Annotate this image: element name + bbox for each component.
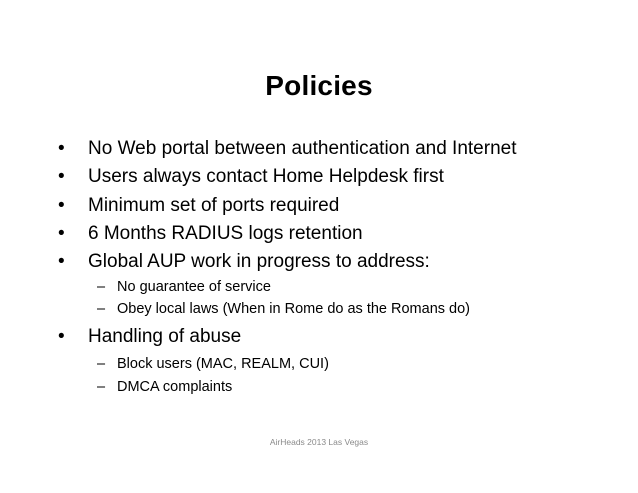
bullet-marker: • bbox=[58, 326, 65, 347]
slide-title: Policies bbox=[265, 70, 373, 101]
sub-bullet-text: Obey local laws (When in Rome do as the Romans do) bbox=[117, 301, 470, 317]
sub-bullet-text: DMCA complaints bbox=[117, 379, 233, 395]
dash-marker: – bbox=[97, 356, 106, 372]
dash-marker: – bbox=[97, 279, 106, 295]
sub-bullet-text: No guarantee of service bbox=[117, 279, 271, 295]
bullet-marker: • bbox=[58, 138, 65, 159]
bullet-text: Users always contact Home Helpdesk first bbox=[88, 166, 444, 187]
bullet-text: Minimum set of ports required bbox=[88, 195, 340, 216]
dash-marker: – bbox=[97, 379, 106, 395]
bullet-text: No Web portal between authentication and Internet bbox=[88, 138, 517, 159]
bullet-marker: • bbox=[58, 166, 65, 187]
bullet-text: 6 Months RADIUS logs retention bbox=[88, 223, 363, 244]
bullet-marker: • bbox=[58, 223, 65, 244]
dash-marker: – bbox=[97, 301, 106, 317]
bullet-text: Handling of abuse bbox=[88, 326, 242, 347]
bullet-text: Global AUP work in progress to address: bbox=[88, 251, 430, 272]
sub-bullet-text: Block users (MAC, REALM, CUI) bbox=[117, 356, 329, 372]
bullet-marker: • bbox=[58, 251, 65, 272]
slide-footer: AirHeads 2013 Las Vegas bbox=[269, 437, 369, 447]
bullet-marker: • bbox=[58, 195, 65, 216]
